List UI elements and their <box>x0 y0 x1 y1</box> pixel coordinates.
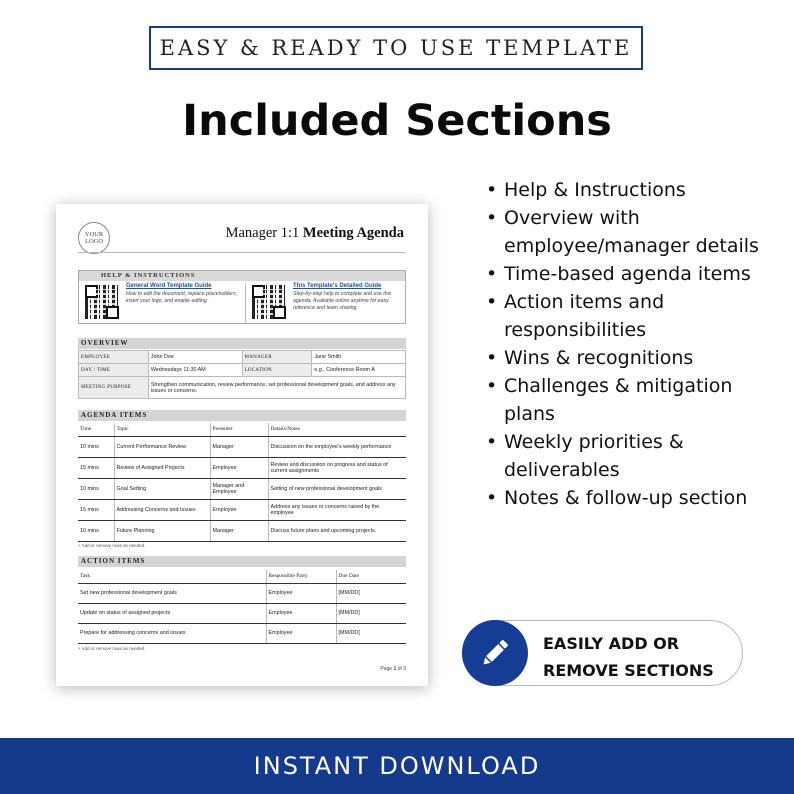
actions-cell: [MM/DD] <box>336 603 406 623</box>
page-prefix: Page <box>380 666 394 672</box>
actions-cell: Employee <box>266 603 336 623</box>
feature-item: • Overview with employee/manager details <box>486 204 786 260</box>
page-current: 1 <box>393 666 397 672</box>
agenda-table <box>78 423 406 542</box>
title-prefix: Manager 1:1 <box>225 225 300 241</box>
actions-cell: Employee <box>266 623 336 643</box>
table-row <box>78 583 406 603</box>
help-right <box>245 283 405 323</box>
help-right-desc: Step-by-step help to complete and use this agenda. Available online anytime for easy reference and team sharing. <box>293 291 392 312</box>
feature-item: • Action items and responsibilities <box>486 288 786 344</box>
feature-item: • Notes & follow-up section <box>486 484 786 512</box>
overview-value: Strengthen communication, review performance, set professional development goals, and address any issues or concerns. <box>148 377 405 399</box>
agenda-cell: Discuss future plans and upcoming projects. <box>268 520 406 541</box>
agenda-cell: Employee <box>210 499 268 520</box>
help-box <box>78 270 406 324</box>
feature-list <box>486 176 786 512</box>
table-row <box>78 623 406 643</box>
actions-cell: Prepare for addressing concerns and issues <box>78 623 266 643</box>
help-left <box>82 283 242 323</box>
agenda-column-header: Details/Notes <box>268 423 406 436</box>
actions-cell: [MM/DD] <box>336 623 406 643</box>
actions-column-header: Due Date <box>336 570 406 583</box>
overview-label: MANAGER <box>242 351 312 364</box>
page-suffix: of 3 <box>396 666 406 672</box>
overview-label: EMPLOYEE <box>79 351 149 364</box>
actions-column-header: Responsible Party <box>266 570 336 583</box>
top-badge: EASY & READY TO USE TEMPLATE <box>149 26 643 70</box>
agenda-cell: 15 mins <box>78 499 114 520</box>
qr-code-icon <box>85 285 119 319</box>
agenda-cell: 10 mins <box>78 436 114 457</box>
agenda-cell: Discussion on the employee's weekly performance <box>268 436 406 457</box>
agenda-cell: 10 mins <box>78 520 114 541</box>
overview-table <box>78 350 406 399</box>
table-row <box>78 520 406 541</box>
actions-cell: Update on status of assigned projects <box>78 603 266 623</box>
agenda-column-header: Presenter <box>210 423 268 436</box>
help-heading: HELP & INSTRUCTIONS <box>79 271 405 281</box>
agenda-column-header: Time <box>78 423 114 436</box>
agenda-cell: Employee <box>210 457 268 478</box>
pencil-icon <box>462 620 528 686</box>
actions-cell: Set new professional development goals <box>78 583 266 603</box>
agenda-cell: Addressing Concerns and Issues <box>114 499 210 520</box>
actions-column-header: Task <box>78 570 266 583</box>
title-divider <box>78 252 406 253</box>
agenda-cell: Manager <box>210 520 268 541</box>
actions-table <box>78 570 406 644</box>
feature-item: • Time-based agenda items <box>486 260 786 288</box>
agenda-cell: 10 mins <box>78 478 114 499</box>
agenda-cell: Goal Setting <box>114 478 210 499</box>
table-row <box>78 457 406 478</box>
table-row <box>78 478 406 499</box>
help-left-link[interactable]: General Word Template Guide <box>126 283 212 289</box>
logo-placeholder <box>78 222 110 254</box>
add-remove-sections-badge <box>462 620 743 686</box>
instant-download-banner: INSTANT DOWNLOAD <box>0 738 794 794</box>
overview-heading: OVERVIEW <box>78 338 406 349</box>
actions-cell: Employee <box>266 583 336 603</box>
agenda-column-header: Topic <box>114 423 210 436</box>
document-title <box>226 225 404 242</box>
overview-value: e.g., Conference Room A <box>312 364 406 377</box>
table-row <box>78 603 406 623</box>
agenda-note: + Add or remove rows as needed. <box>78 543 146 548</box>
feature-item: • Challenges & mitigation plans <box>486 372 786 428</box>
actions-cell: [MM/DD] <box>336 583 406 603</box>
logo-line2: LOGO <box>84 238 104 245</box>
overview-value: Wednesdays 11:30 AM <box>148 364 242 377</box>
table-row <box>78 436 406 457</box>
agenda-cell: Manager and Employee <box>210 478 268 499</box>
help-left-desc: How to edit the document, replace placeholders, insert your logo, and enable editing <box>126 291 238 305</box>
agenda-cell: Review of Assigned Projects <box>114 457 210 478</box>
title-bold: Meeting Agenda <box>302 225 404 241</box>
feature-item: • Help & Instructions <box>486 176 786 204</box>
agenda-cell: Review and discussion on progress and status of current assignments <box>268 457 406 478</box>
qr-code-icon <box>252 285 286 319</box>
agenda-heading: AGENDA ITEMS <box>78 410 406 421</box>
overview-label: DAY / TIME <box>79 364 149 377</box>
headline: Included Sections <box>182 96 612 146</box>
agenda-cell: Current Performance Review <box>114 436 210 457</box>
logo-line1: YOUR <box>84 230 104 238</box>
page-number <box>380 666 406 672</box>
agenda-cell: Future Planning <box>114 520 210 541</box>
agenda-cell: Setting of new professional development goals <box>268 478 406 499</box>
overview-label: MEETING PURPOSE <box>79 377 149 399</box>
agenda-cell: Address any issues or concerns raised by the employee <box>268 499 406 520</box>
overview-value: Jane Smith <box>312 351 406 364</box>
agenda-cell: Manager <box>210 436 268 457</box>
feature-item: • Wins & recognitions <box>486 344 786 372</box>
document-preview <box>56 204 428 686</box>
help-right-link[interactable]: This Template's Detailed Guide <box>293 283 382 289</box>
pill-text: EASILY ADD OR REMOVE SECTIONS <box>543 634 714 680</box>
overview-value: John Doe <box>148 351 242 364</box>
feature-item: • Weekly priorities & deliverables <box>486 428 786 484</box>
actions-note: + Add or remove rows as needed. <box>78 646 146 651</box>
agenda-cell: 15 mins <box>78 457 114 478</box>
actions-heading: ACTION ITEMS <box>78 556 406 567</box>
table-row <box>78 499 406 520</box>
overview-label: LOCATION <box>242 364 312 377</box>
